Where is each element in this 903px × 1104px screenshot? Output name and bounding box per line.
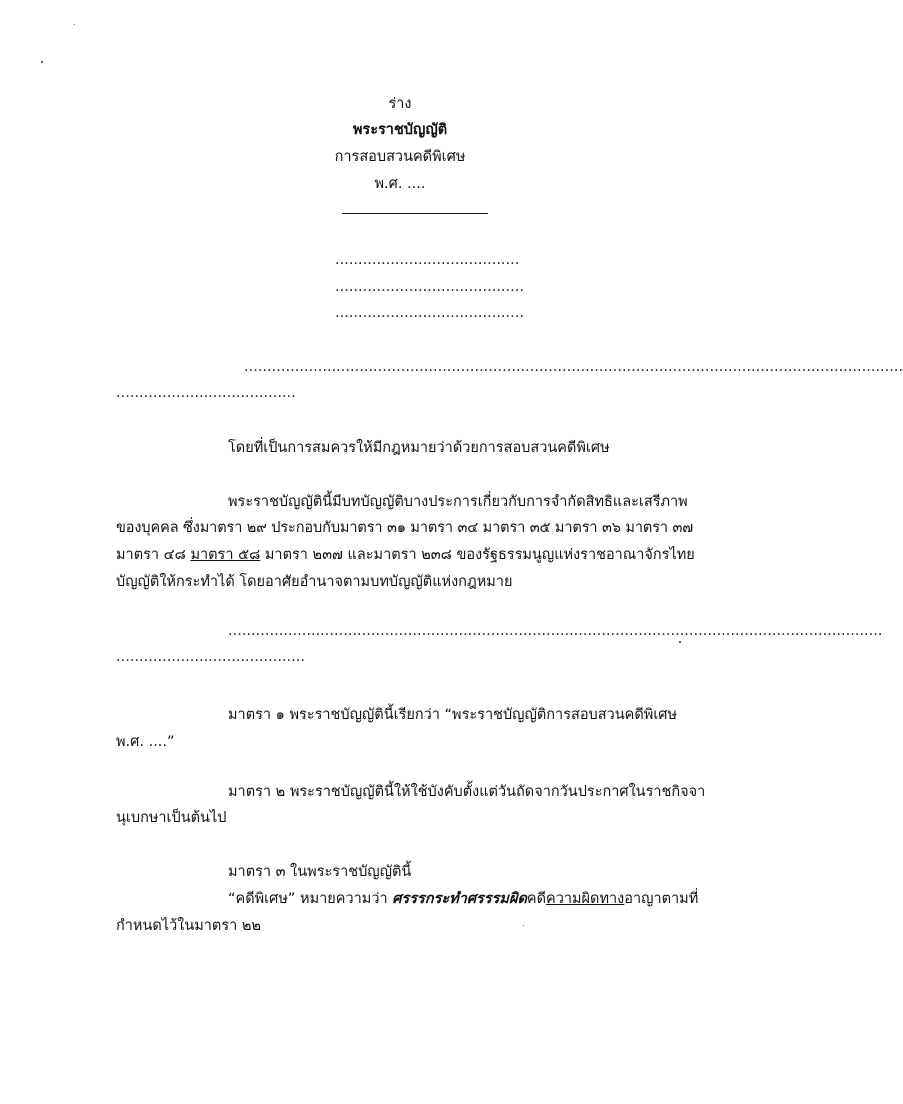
section-3-definition [228,887,698,910]
section-2-line-1: มาตรา ๒ พระราชบัญญัตินี้ให้ใช้บังคับตั้งแต่วันถัดจากวันประกาศในราชกิจจา [228,784,706,800]
section-1-line-2: พ.ศ. ....” [116,734,175,750]
preamble-dots-2: ....................................... [116,385,296,401]
signature-dots-3: ......................................... [335,305,524,321]
definition-term: “คดีพิเศษ” หมายความว่า [228,891,393,907]
signature-dots-2: ......................................... [335,279,524,295]
section-1-line-1: มาตรา ๑ พระราชบัญญัตินี้เรียกว่า “พระราชบัญญัติการสอบสวนคดีพิเศษ [228,707,678,723]
rights-para-line-3-a: มาตรา ๔๘ [116,547,186,563]
rights-para-line-2: ของบุคคล ซึ่งมาตรา ๒๙ ประกอบกับมาตรา ๓๑ มาตรา ๓๔ มาตรา ๓๕ มาตรา ๓๖ มาตรา ๓๗ [116,520,694,536]
section-3-line-3: กำหนดไว้ในมาตรา ๒๒ [116,918,262,934]
enacting-dots-2: ......................................... [116,649,305,665]
scan-speck [41,61,43,63]
scan-speck [679,641,681,643]
act-title: พระราชบัญญัติ [352,122,448,138]
signature-dots-1: ........................................ [335,252,520,268]
draft-label: ร่าง [388,96,412,112]
scan-speck [523,925,524,926]
rights-para-line-4: บัญญัติให้กระทำได้ โดยอาศัยอำนาจตามบทบัญญัติแห่งกฎหมาย [116,574,513,590]
title-divider [342,213,488,214]
preamble-dots-1: ............................................................................................................................................... [244,359,903,375]
enacting-dots-1: .............................................................................................................................................. [228,623,883,639]
rights-para-line-3 [116,543,695,566]
whereas-clause: โดยที่เป็นการสมควรให้มีกฎหมายว่าด้วยการสอบสวนคดีพิเศษ [228,440,610,456]
definition-text-b: คดี [526,891,547,907]
definition-struck-text: ศรรรกระทำศรรรมผิด [392,891,527,907]
section-3-line-1: มาตรา ๓ ในพระราชบัญญัตินี้ [228,864,412,880]
act-year: พ.ศ. .... [374,176,426,192]
act-subject: การสอบสวนคดีพิเศษ [334,149,466,165]
scan-speck [74,24,75,25]
rights-para-line-1: พระราชบัญญัตินี้มีบทบัญญัติบางประการเกี่ยวกับการจำกัดสิทธิและเสรีภาพ [228,494,688,510]
rights-para-line-3-b: มาตรา ๒๓๗ และมาตรา ๒๓๘ ของรัฐธรรมนูญแห่งราชอาณาจักรไทย [264,547,695,563]
definition-underlined-text: ความผิดทาง [546,891,625,907]
rights-para-underlined-section: มาตรา ๕๘ [190,547,261,563]
section-2-line-2: นุเบกษาเป็นต้นไป [116,810,227,826]
definition-text-c: อาญาตามที่ [624,891,699,907]
